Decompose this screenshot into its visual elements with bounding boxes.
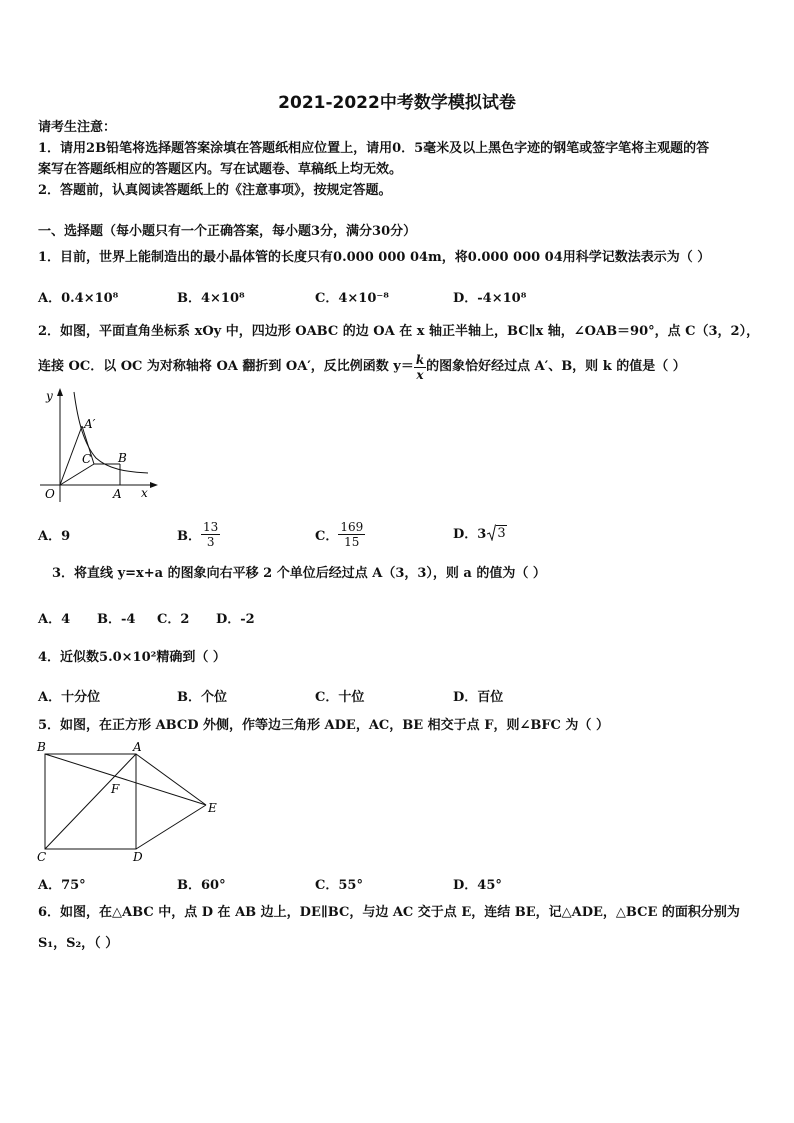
q2-function-fraction [414,353,426,382]
q2-label-C: C [82,452,92,466]
q2-label-B: B [118,451,127,465]
q2-segment-OC [60,464,94,485]
q2-option-d-prefix: D．3 [453,527,487,542]
q5-option-c: C．55° [315,878,363,893]
question-1-stem: 1．目前，世界上能制造出的最小晶体管的长度只有0.000 000 04m，将0.000 000 04用科学记数法表示为（ ） [38,250,711,265]
question-6-stem-line1: 6．如图，在△ABC 中，点 D 在 AB 边上，DE∥BC，与边 AC 交于点 E，连结 BE，记△ADE，△BCE 的面积分别为 [38,905,740,920]
section-heading: 一、选择题（每小题只有一个正确答案，每小题3分，满分30分） [38,224,417,239]
q5-option-d: D．45° [453,878,502,893]
q5-segment-AE [136,754,206,805]
q4-option-b: B．个位 [177,690,227,705]
q2-option-b-prefix: B． [177,528,201,544]
page-title: 2021-2022中考数学模拟试卷 [278,93,516,113]
q2-frac-num: k [415,352,425,367]
q2-option-c-den: 15 [344,534,360,549]
q5-option-a: A．75° [38,878,86,893]
question-6-stem-line2: S₁，S₂，（ ） [38,936,119,951]
q5-label-F: F [111,782,120,796]
q2-option-a: A．9 [38,529,71,544]
q5-label-A: A [133,740,142,754]
q1-option-a: A．0.4×10⁸ [38,291,119,306]
notice-item-1: 1．请用2B铅笔将选择题答案涂填在答题纸相应位置上，请用0．5毫米及以上黑色字迹的钢笔或签字笔将主观题的答 [38,141,710,156]
q2-option-d-sqrt [487,524,506,541]
question-3-stem: 3．将直线 y=x+a 的图象向右平移 2 个单位后经过点 A（3，3），则 a 的值为（ ） [52,566,546,581]
q2-option-b-den: 3 [206,534,215,549]
q2-figure [36,386,160,504]
q2-line2-post: 的图象恰好经过点 A′、B，则 k 的值是（ ） [426,359,686,374]
q5-label-E: E [208,801,217,815]
q2-line2-pre: 连接 OC．以 OC 为对称轴将 OA 翻折到 OA′，反比例函数 y＝ [38,359,414,374]
q2-option-c-prefix: C． [315,528,339,544]
q5-figure [34,740,224,868]
question-2-stem-line2 [38,352,686,382]
q2-label-O: O [45,487,55,501]
q2-label-A-prime: A′ [84,417,96,431]
notice-item-1-cont: 案写在答题纸相应的答题区内。写在试题卷、草稿纸上均无效。 [38,162,403,177]
q2-label-A: A [113,487,122,501]
question-2-stem-line1: 2．如图，平面直角坐标系 xOy 中，四边形 OABC 的边 OA 在 x 轴正半轴上，BC∥x 轴，∠OAB＝90°，点 C（3，2）， [38,324,760,339]
q2-option-d-radicand: 3 [497,526,506,541]
q3-option-d: D．-2 [216,612,255,627]
q4-option-a: A．十分位 [38,690,101,705]
q2-option-b [177,515,220,553]
q1-option-d: D．-4×10⁸ [453,291,527,306]
q5-label-C: C [37,850,47,864]
q5-label-B: B [37,740,46,754]
q2-option-b-fraction [201,520,220,549]
q5-option-b: B．60° [177,878,226,893]
q4-option-d: D．百位 [453,690,504,705]
q2-option-c-num: 169 [340,519,364,534]
question-4-stem: 4．近似数5.0×10²精确到（ ） [38,650,226,665]
q4-option-c: C．十位 [315,690,365,705]
q1-option-b: B．4×10⁸ [177,291,245,306]
q2-y-arrow-icon [57,388,63,396]
q2-option-b-num: 13 [203,519,219,534]
q2-x-arrow-icon [150,482,158,488]
q2-label-x: x [141,486,148,500]
q2-frac-den: x [416,367,424,382]
q3-option-b: B．-4 [97,612,136,627]
q2-label-y: y [46,389,53,403]
q2-option-d [453,523,507,542]
q2-segment-OA1 [60,426,82,485]
q3-option-a: A．4 [38,612,71,627]
question-5-stem: 5．如图，在正方形 ABCD 外侧，作等边三角形 ADE，AC，BE 相交于点 F，则∠BFC 为（ ） [38,718,609,733]
q3-option-c: C．2 [157,612,190,627]
q2-option-c [315,515,365,553]
notice-item-2: 2．答题前，认真阅读答题纸上的《注意事项》，按规定答题。 [38,183,392,198]
notice-header: 请考生注意： [38,120,117,135]
q2-option-c-fraction [338,520,365,549]
q5-segment-BE [45,754,206,805]
q1-option-c: C．4×10⁻⁸ [315,291,389,306]
q5-label-D: D [133,850,143,864]
q5-segment-DE [136,805,206,849]
radical-sign-icon [487,524,496,541]
